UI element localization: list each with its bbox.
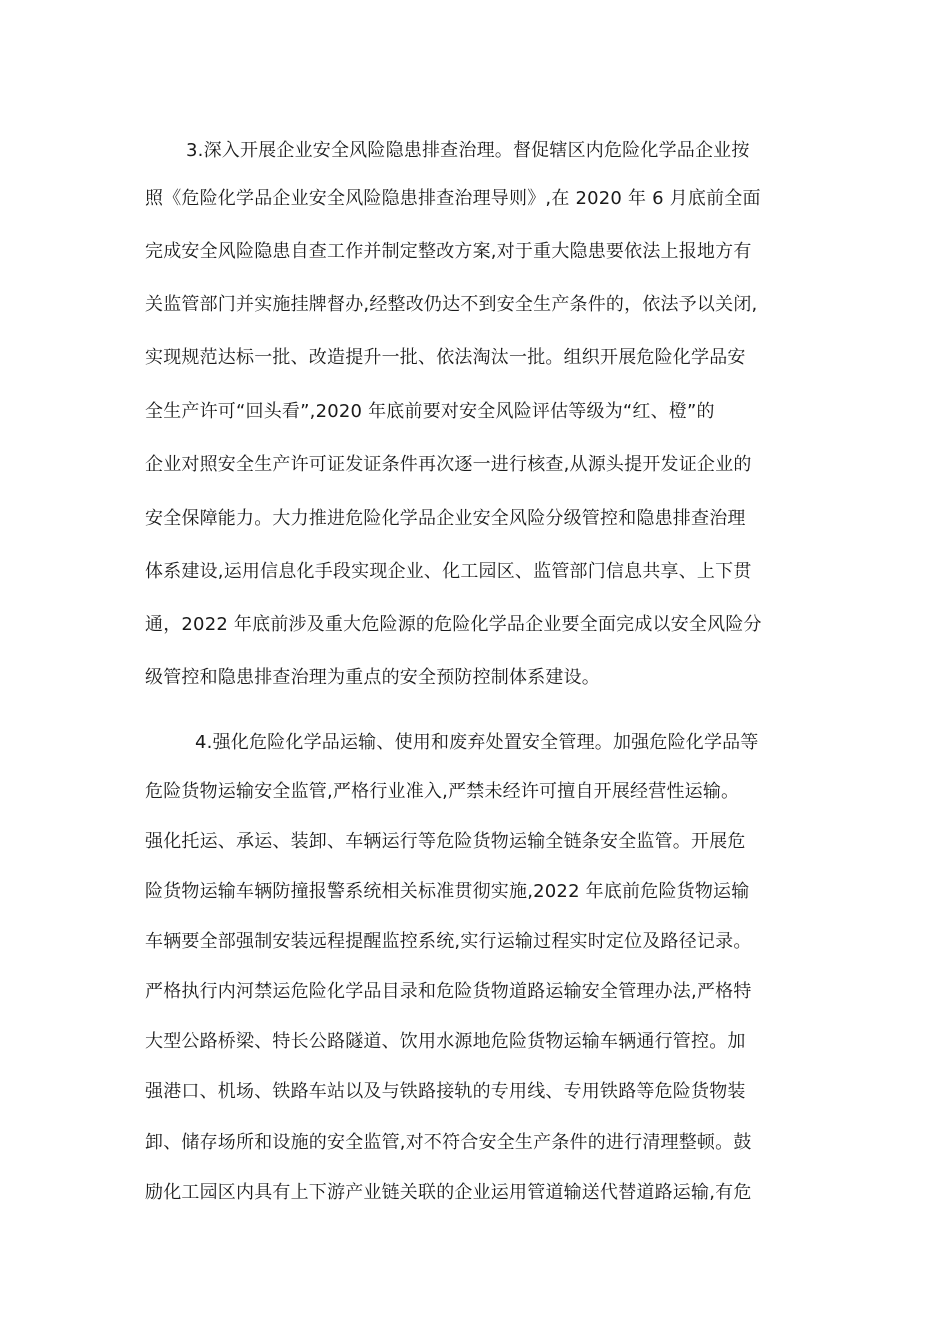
paragraph-line: 大型公路桥梁、特长公路隧道、饮用水源地危险货物运输车辆通行管控。加: [145, 1031, 746, 1052]
paragraph-line: 强化托运、承运、装卸、车辆运行等危险货物运输全链条安全监管。开展危: [145, 831, 746, 852]
paragraph-line: 强港口、机场、铁路车站以及与铁路接轨的专用线、专用铁路等危险货物装: [145, 1081, 746, 1102]
paragraph-line: 体系建设,运用信息化手段实现企业、化工园区、监管部门信息共享、上下贯: [145, 561, 752, 582]
paragraph-line: 级管控和隐患排查治理为重点的安全预防控制体系建设。: [145, 667, 600, 688]
paragraph-line: 励化工园区内具有上下游产业链关联的企业运用管道输送代替道路运输,有危: [145, 1182, 752, 1203]
paragraph-line: 关监管部门并实施挂牌督办,经整改仍达不到安全生产条件的，依法予以关闭,: [145, 294, 758, 315]
paragraph-line: 车辆要全部强制安装远程提醒监控系统,实行运输过程实时定位及路径记录。: [145, 931, 752, 952]
paragraph-line: 全生产许可“回头看”,2020 年底前要对安全风险评估等级为“红、橙”的: [145, 401, 715, 422]
paragraph-line: 照《危险化学品企业安全风险隐患排查治理导则》,在 2020 年 6 月底前全面: [145, 188, 761, 209]
paragraph-line: 企业对照安全生产许可证发证条件再次逐一进行核查,从源头提开发证企业的: [145, 454, 752, 475]
paragraph-line: 3.深入开展企业安全风险隐患排查治理。督促辖区内危险化学品企业按: [186, 140, 750, 161]
paragraph-line: 险货物运输车辆防撞报警系统相关标准贯彻实施,2022 年底前危险货物运输: [145, 881, 750, 902]
paragraph-line: 4.强化危险化学品运输、使用和废弃处置安全管理。加强危险化学品等: [195, 732, 759, 753]
paragraph-line: 卸、储存场所和设施的安全监管,对不符合安全生产条件的进行清理整顿。鼓: [145, 1132, 752, 1153]
paragraph-line: 完成安全风险隐患自查工作并制定整改方案,对于重大隐患要依法上报地方有: [145, 241, 752, 262]
paragraph-line: 严格执行内河禁运危险化学品目录和危险货物道路运输安全管理办法,严格特: [145, 981, 752, 1002]
paragraph-line: 危险货物运输安全监管,严格行业准入,严禁未经许可擅自开展经营性运输。: [145, 781, 740, 802]
paragraph-line: 实现规范达标一批、改造提升一批、依法淘汰一批。组织开展危险化学品安: [145, 347, 746, 368]
paragraph-line: 通，2022 年底前涉及重大危险源的危险化学品企业要全面完成以安全风险分: [145, 614, 762, 635]
paragraph-line: 安全保障能力。大力推进危险化学品企业安全风险分级管控和隐患排查治理: [145, 508, 746, 529]
